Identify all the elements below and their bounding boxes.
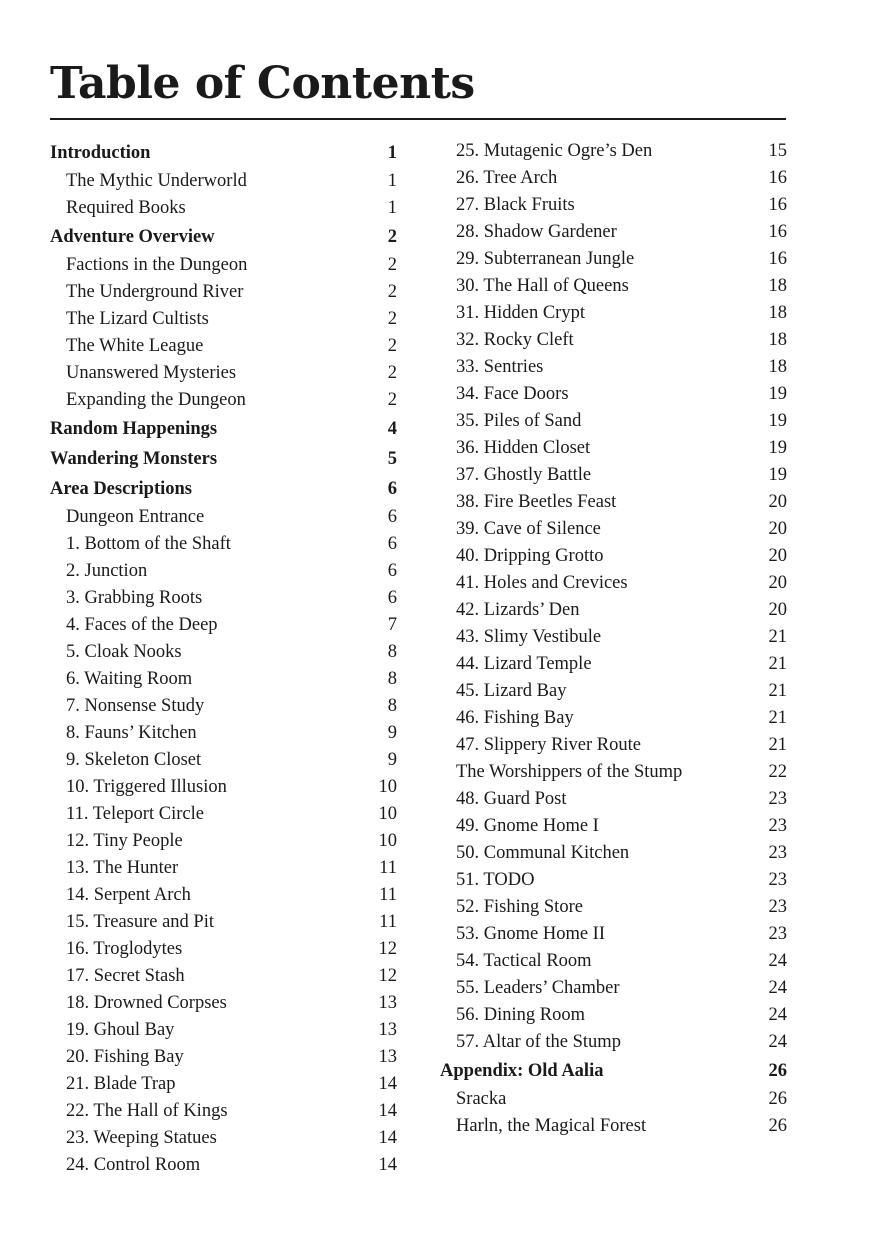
entry-page-number: 14 <box>378 1101 397 1121</box>
toc-entry[interactable] <box>50 387 397 414</box>
toc-entry[interactable] <box>50 1017 397 1044</box>
entry-title: 2. Junction <box>66 561 148 581</box>
toc-entry[interactable] <box>50 531 397 558</box>
entry-title: 4. Faces of the Deep <box>66 615 218 635</box>
toc-entry[interactable] <box>440 678 787 705</box>
entry-page-number: 2 <box>387 227 397 247</box>
entry-page-number: 10 <box>378 777 397 797</box>
toc-entry[interactable] <box>440 624 787 651</box>
entry-title: 46. Fishing Bay <box>456 708 574 728</box>
entry-page-number: 2 <box>387 309 397 329</box>
entry-title: The White League <box>66 336 204 356</box>
entry-title: 50. Communal Kitchen <box>456 843 630 863</box>
entry-title: 39. Cave of Silence <box>456 519 601 539</box>
entry-title: 24. Control Room <box>66 1155 201 1175</box>
toc-entry[interactable] <box>50 990 397 1017</box>
entry-page-number: 23 <box>768 789 787 809</box>
entry-page-number: 24 <box>768 951 787 971</box>
entry-title: 56. Dining Room <box>456 1005 585 1025</box>
entry-title: 29. Subterranean Jungle <box>456 249 635 269</box>
toc-entry[interactable] <box>50 882 397 909</box>
toc-section[interactable] <box>50 139 397 168</box>
entry-page-number: 20 <box>768 519 787 539</box>
entry-title: 37. Ghostly Battle <box>456 465 592 485</box>
entry-title: 19. Ghoul Bay <box>66 1020 175 1040</box>
toc-entry[interactable] <box>440 489 787 516</box>
entry-title: 3. Grabbing Roots <box>66 588 203 608</box>
toc-section[interactable] <box>50 475 397 504</box>
page-title: Table of Contents <box>50 58 475 109</box>
entry-title: 28. Shadow Gardener <box>456 222 617 242</box>
entry-page-number: 6 <box>387 561 397 581</box>
toc-entry[interactable] <box>50 558 397 585</box>
entry-page-number: 12 <box>378 939 397 959</box>
toc-entry[interactable] <box>440 1113 787 1140</box>
entry-title: 52. Fishing Store <box>456 897 583 917</box>
entry-page-number: 24 <box>768 1032 787 1052</box>
entry-title: 7. Nonsense Study <box>66 696 205 716</box>
toc-entry[interactable] <box>50 909 397 936</box>
entry-page-number: 23 <box>768 924 787 944</box>
entry-page-number: 16 <box>768 249 787 269</box>
entry-title: 12. Tiny People <box>66 831 183 851</box>
toc-entry[interactable] <box>440 1002 787 1029</box>
entry-title: Harln, the Magical Forest <box>456 1116 647 1136</box>
toc-entry[interactable] <box>50 720 397 747</box>
toc-entry[interactable] <box>50 693 397 720</box>
entry-title: 43. Slimy Vestibule <box>456 627 602 647</box>
entry-page-number: 2 <box>387 255 397 275</box>
entry-title: 40. Dripping Grotto <box>456 546 604 566</box>
entry-page-number: 19 <box>768 438 787 458</box>
entry-page-number: 16 <box>768 195 787 215</box>
toc-column-left <box>50 138 397 1179</box>
entry-title: 38. Fire Beetles Feast <box>456 492 617 512</box>
toc-entry[interactable] <box>440 300 787 327</box>
entry-title: 1. Bottom of the Shaft <box>66 534 231 554</box>
toc-entry[interactable] <box>50 666 397 693</box>
entry-page-number: 16 <box>768 222 787 242</box>
entry-page-number: 20 <box>768 600 787 620</box>
entry-page-number: 20 <box>768 546 787 566</box>
toc-entry[interactable] <box>50 252 397 279</box>
entry-title: Random Happenings <box>50 419 218 439</box>
entry-title: Introduction <box>50 143 151 163</box>
entry-title: 31. Hidden Crypt <box>456 303 585 323</box>
entry-page-number: 13 <box>378 993 397 1013</box>
entry-page-number: 9 <box>387 750 397 770</box>
entry-title: The Lizard Cultists <box>66 309 209 329</box>
toc-entry[interactable] <box>440 921 787 948</box>
entry-page-number: 2 <box>387 390 397 410</box>
entry-page-number: 10 <box>378 831 397 851</box>
entry-page-number: 5 <box>387 449 397 469</box>
entry-page-number: 6 <box>387 588 397 608</box>
entry-title: Wandering Monsters <box>50 449 218 469</box>
entry-page-number: 2 <box>387 282 397 302</box>
entry-page-number: 14 <box>378 1074 397 1094</box>
toc-entry[interactable] <box>50 774 397 801</box>
entry-page-number: 16 <box>768 168 787 188</box>
entry-page-number: 23 <box>768 843 787 863</box>
toc-entry[interactable] <box>440 867 787 894</box>
entry-title: 10. Triggered Illusion <box>66 777 227 797</box>
entry-title: 42. Lizards’ Den <box>456 600 580 620</box>
entry-title: The Worshippers of the Stump <box>456 762 683 782</box>
entry-page-number: 22 <box>768 762 787 782</box>
entry-page-number: 6 <box>387 534 397 554</box>
entry-title: 53. Gnome Home II <box>456 924 605 944</box>
entry-title: Sracka <box>456 1089 507 1109</box>
entry-title: 6. Waiting Room <box>66 669 193 689</box>
toc-entry[interactable] <box>440 462 787 489</box>
entry-title: 49. Gnome Home I <box>456 816 599 836</box>
entry-page-number: 23 <box>768 897 787 917</box>
entry-title: Factions in the Dungeon <box>66 255 248 275</box>
toc-entry[interactable] <box>440 354 787 381</box>
entry-title: 11. Teleport Circle <box>66 804 204 824</box>
toc-section[interactable] <box>50 445 397 474</box>
toc-entry[interactable] <box>50 306 397 333</box>
entry-page-number: 21 <box>768 735 787 755</box>
toc-entry[interactable] <box>440 1029 787 1056</box>
toc-entry[interactable] <box>50 585 397 612</box>
entry-page-number: 10 <box>378 804 397 824</box>
entry-title: 8. Fauns’ Kitchen <box>66 723 197 743</box>
toc-entry[interactable] <box>440 246 787 273</box>
entry-title: 23. Weeping Statues <box>66 1128 217 1148</box>
toc-section[interactable] <box>50 223 397 252</box>
toc-entry[interactable] <box>440 840 787 867</box>
entry-title: 22. The Hall of Kings <box>66 1101 228 1121</box>
entry-title: 18. Drowned Corpses <box>66 993 227 1013</box>
entry-title: 25. Mutagenic Ogre’s Den <box>456 141 653 161</box>
entry-page-number: 11 <box>379 885 397 905</box>
entry-page-number: 20 <box>768 573 787 593</box>
entry-title: The Underground River <box>66 282 244 302</box>
toc-entry[interactable] <box>440 273 787 300</box>
toc-entry[interactable] <box>440 813 787 840</box>
toc-entry[interactable] <box>440 786 787 813</box>
entry-page-number: 1 <box>387 171 397 191</box>
toc-entry[interactable] <box>50 279 397 306</box>
entry-page-number: 24 <box>768 978 787 998</box>
entry-title: Appendix: Old Aalia <box>440 1061 604 1081</box>
entry-title: 30. The Hall of Queens <box>456 276 629 296</box>
entry-title: 57. Altar of the Stump <box>456 1032 621 1052</box>
entry-page-number: 18 <box>768 276 787 296</box>
entry-page-number: 1 <box>387 198 397 218</box>
entry-page-number: 8 <box>387 669 397 689</box>
toc-entry[interactable] <box>440 516 787 543</box>
toc-entry[interactable] <box>440 975 787 1002</box>
entry-page-number: 19 <box>768 411 787 431</box>
toc-entry[interactable] <box>440 138 787 165</box>
entry-title: 16. Troglodytes <box>66 939 183 959</box>
toc-entry[interactable] <box>440 543 787 570</box>
entry-title: Adventure Overview <box>50 227 215 247</box>
toc-entry[interactable] <box>440 759 787 786</box>
entry-page-number: 14 <box>378 1155 397 1175</box>
toc-entry[interactable] <box>50 360 397 387</box>
entry-page-number: 19 <box>768 384 787 404</box>
entry-page-number: 24 <box>768 1005 787 1025</box>
entry-page-number: 19 <box>768 465 787 485</box>
toc-entry[interactable] <box>50 1125 397 1152</box>
entry-title: 33. Sentries <box>456 357 544 377</box>
entry-title: Area Descriptions <box>50 479 192 499</box>
toc-entry[interactable] <box>50 936 397 963</box>
entry-page-number: 8 <box>387 642 397 662</box>
toc-entry[interactable] <box>50 828 397 855</box>
toc-entry[interactable] <box>440 219 787 246</box>
entry-title: 48. Guard Post <box>456 789 567 809</box>
toc-entry[interactable] <box>440 597 787 624</box>
toc-entry[interactable] <box>440 651 787 678</box>
toc-entry[interactable] <box>440 192 787 219</box>
entry-page-number: 21 <box>768 654 787 674</box>
entry-page-number: 2 <box>387 363 397 383</box>
entry-page-number: 2 <box>387 336 397 356</box>
toc-entry[interactable] <box>440 894 787 921</box>
toc-entry[interactable] <box>440 705 787 732</box>
entry-page-number: 18 <box>768 357 787 377</box>
entry-page-number: 13 <box>378 1047 397 1067</box>
toc-entry[interactable] <box>440 948 787 975</box>
entry-title: 21. Blade Trap <box>66 1074 176 1094</box>
entry-page-number: 18 <box>768 303 787 323</box>
toc-entry[interactable] <box>50 1044 397 1071</box>
toc-entry[interactable] <box>50 195 397 222</box>
title-rule <box>50 118 786 120</box>
entry-page-number: 6 <box>387 479 397 499</box>
entry-page-number: 21 <box>768 627 787 647</box>
entry-title: 13. The Hunter <box>66 858 179 878</box>
entry-page-number: 4 <box>387 419 397 439</box>
toc-entry[interactable] <box>440 408 787 435</box>
toc-entry[interactable] <box>50 639 397 666</box>
toc-entry[interactable] <box>440 381 787 408</box>
entry-title: 34. Face Doors <box>456 384 569 404</box>
entry-title: 36. Hidden Closet <box>456 438 591 458</box>
entry-title: Dungeon Entrance <box>66 507 205 527</box>
toc-entry[interactable] <box>50 1098 397 1125</box>
entry-page-number: 15 <box>768 141 787 161</box>
toc-entry[interactable] <box>440 732 787 759</box>
toc-entry[interactable] <box>50 504 397 531</box>
entry-title: Unanswered Mysteries <box>66 363 237 383</box>
entry-page-number: 18 <box>768 330 787 350</box>
entry-title: 51. TODO <box>456 870 535 890</box>
entry-title: 32. Rocky Cleft <box>456 330 574 350</box>
entry-page-number: 26 <box>768 1061 787 1081</box>
toc-entry[interactable] <box>50 801 397 828</box>
entry-title: 44. Lizard Temple <box>456 654 592 674</box>
entry-title: 17. Secret Stash <box>66 966 185 986</box>
entry-title: Required Books <box>66 198 186 218</box>
entry-page-number: 26 <box>768 1089 787 1109</box>
toc-column-right <box>440 138 787 1140</box>
toc-entry[interactable] <box>440 1086 787 1113</box>
entry-page-number: 11 <box>379 912 397 932</box>
entry-title: 55. Leaders’ Chamber <box>456 978 620 998</box>
toc-entry[interactable] <box>50 747 397 774</box>
entry-page-number: 9 <box>387 723 397 743</box>
entry-title: 14. Serpent Arch <box>66 885 191 905</box>
entry-page-number: 8 <box>387 696 397 716</box>
toc-section[interactable] <box>440 1057 787 1086</box>
toc-entry[interactable] <box>50 168 397 195</box>
entry-title: Expanding the Dungeon <box>66 390 246 410</box>
entry-page-number: 1 <box>387 143 397 163</box>
toc-entry[interactable] <box>50 1071 397 1098</box>
entry-page-number: 23 <box>768 816 787 836</box>
toc-entry[interactable] <box>50 855 397 882</box>
entry-title: 27. Black Fruits <box>456 195 575 215</box>
toc-entry[interactable] <box>440 570 787 597</box>
entry-page-number: 20 <box>768 492 787 512</box>
entry-title: 15. Treasure and Pit <box>66 912 214 932</box>
entry-page-number: 13 <box>378 1020 397 1040</box>
entry-title: 9. Skeleton Closet <box>66 750 202 770</box>
entry-title: 41. Holes and Crevices <box>456 573 628 593</box>
entry-page-number: 21 <box>768 681 787 701</box>
entry-title: 54. Tactical Room <box>456 951 592 971</box>
entry-title: 20. Fishing Bay <box>66 1047 184 1067</box>
entry-page-number: 12 <box>378 966 397 986</box>
entry-page-number: 7 <box>387 615 397 635</box>
toc-entry[interactable] <box>50 333 397 360</box>
toc-section[interactable] <box>50 415 397 444</box>
toc-entry[interactable] <box>50 1152 397 1179</box>
entry-title: 35. Piles of Sand <box>456 411 582 431</box>
entry-page-number: 21 <box>768 708 787 728</box>
entry-title: 45. Lizard Bay <box>456 681 567 701</box>
toc-entry[interactable] <box>50 963 397 990</box>
entry-title: 26. Tree Arch <box>456 168 558 188</box>
toc-entry[interactable] <box>440 165 787 192</box>
toc-entry[interactable] <box>50 612 397 639</box>
toc-entry[interactable] <box>440 327 787 354</box>
entry-page-number: 26 <box>768 1116 787 1136</box>
entry-page-number: 6 <box>387 507 397 527</box>
entry-title: 5. Cloak Nooks <box>66 642 182 662</box>
toc-entry[interactable] <box>440 435 787 462</box>
entry-page-number: 23 <box>768 870 787 890</box>
entry-page-number: 11 <box>379 858 397 878</box>
entry-title: 47. Slippery River Route <box>456 735 641 755</box>
entry-page-number: 14 <box>378 1128 397 1148</box>
entry-title: The Mythic Underworld <box>66 171 247 191</box>
